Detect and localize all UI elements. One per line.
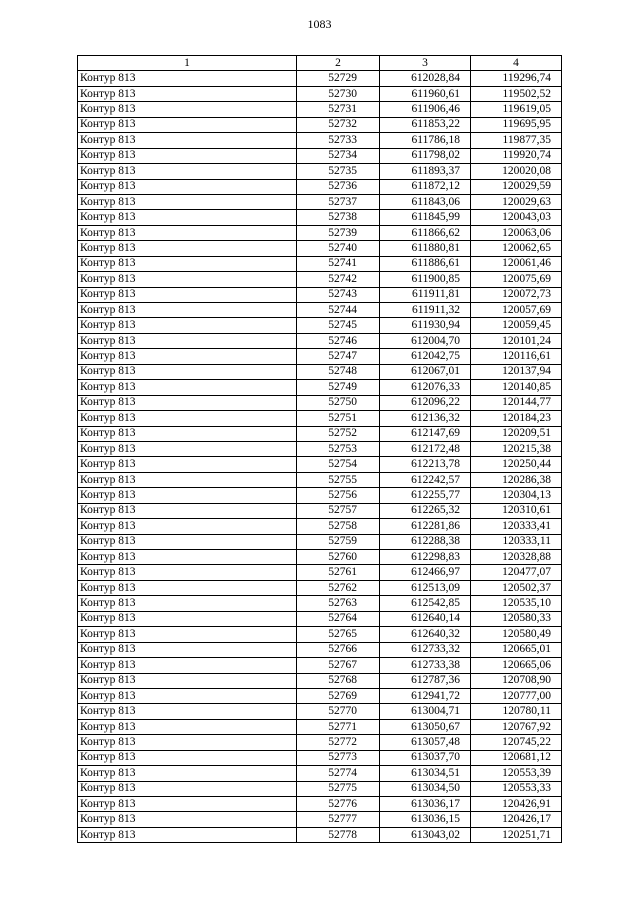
y-coordinate-cell: 120310,61 [471,503,562,518]
table-row [78,395,562,410]
point-number-cell: 52775 [297,781,380,796]
point-number-cell: 52734 [297,148,380,163]
point-number-cell: 52765 [297,627,380,642]
contour-name-cell: Контур 813 [78,766,297,781]
table-row [78,133,562,148]
table-row [78,488,562,503]
x-coordinate-cell: 613037,70 [380,750,471,765]
x-coordinate-cell: 612288,38 [380,534,471,549]
x-coordinate-cell: 613057,48 [380,735,471,750]
table-row [78,704,562,719]
y-coordinate-cell: 120426,91 [471,797,562,812]
point-number-cell: 52744 [297,303,380,318]
point-number-cell: 52740 [297,241,380,256]
x-coordinate-cell: 612147,69 [380,426,471,441]
contour-name-cell: Контур 813 [78,719,297,734]
x-coordinate-cell: 612213,78 [380,457,471,472]
point-number-cell: 52733 [297,133,380,148]
x-coordinate-cell: 612281,86 [380,519,471,534]
y-coordinate-cell: 120477,07 [471,565,562,580]
table-row [78,550,562,565]
point-number-cell: 52755 [297,472,380,487]
point-number-cell: 52753 [297,441,380,456]
point-number-cell: 52743 [297,287,380,302]
point-number-cell: 52748 [297,364,380,379]
x-coordinate-cell: 611930,94 [380,318,471,333]
point-number-cell: 52760 [297,550,380,565]
y-coordinate-cell: 120745,22 [471,735,562,750]
contour-name-cell: Контур 813 [78,411,297,426]
x-coordinate-cell: 612941,72 [380,688,471,703]
y-coordinate-cell: 120075,69 [471,272,562,287]
table-row [78,441,562,456]
contour-name-cell: Контур 813 [78,272,297,287]
x-coordinate-cell: 611880,81 [380,241,471,256]
y-coordinate-cell: 120426,17 [471,812,562,827]
x-coordinate-cell: 612466,97 [380,565,471,580]
table-row [78,287,562,302]
point-number-cell: 52746 [297,333,380,348]
x-coordinate-cell: 612265,32 [380,503,471,518]
point-number-cell: 52739 [297,225,380,240]
x-coordinate-cell: 611886,61 [380,256,471,271]
point-number-cell: 52738 [297,210,380,225]
x-coordinate-cell: 612042,75 [380,349,471,364]
point-number-cell: 52772 [297,735,380,750]
y-coordinate-cell: 120708,90 [471,673,562,688]
contour-name-cell: Контур 813 [78,750,297,765]
contour-name-cell: Контур 813 [78,102,297,117]
contour-name-cell: Контур 813 [78,457,297,472]
y-coordinate-cell: 120553,39 [471,766,562,781]
table-row [78,611,562,626]
contour-name-cell: Контур 813 [78,441,297,456]
y-coordinate-cell: 119296,74 [471,71,562,86]
contour-name-cell: Контур 813 [78,673,297,688]
y-coordinate-cell: 119877,35 [471,133,562,148]
x-coordinate-cell: 612733,32 [380,642,471,657]
x-coordinate-cell: 612242,57 [380,472,471,487]
x-coordinate-cell: 613034,50 [380,781,471,796]
point-number-cell: 52736 [297,179,380,194]
point-number-cell: 52751 [297,411,380,426]
table-header-row [78,56,562,71]
table-row [78,534,562,549]
y-coordinate-cell: 119502,52 [471,86,562,101]
y-coordinate-cell: 120072,73 [471,287,562,302]
y-coordinate-cell: 120580,33 [471,611,562,626]
table-row [78,797,562,812]
table-row [78,766,562,781]
point-number-cell: 52774 [297,766,380,781]
point-number-cell: 52737 [297,194,380,209]
table-row [78,673,562,688]
y-coordinate-cell: 120580,49 [471,627,562,642]
y-coordinate-cell: 120502,37 [471,580,562,595]
table-row [78,102,562,117]
x-coordinate-cell: 612513,09 [380,580,471,595]
x-coordinate-cell: 612255,77 [380,488,471,503]
table-row [78,148,562,163]
y-coordinate-cell: 119619,05 [471,102,562,117]
y-coordinate-cell: 120777,00 [471,688,562,703]
y-coordinate-cell: 120061,46 [471,256,562,271]
point-number-cell: 52741 [297,256,380,271]
x-coordinate-cell: 611911,81 [380,287,471,302]
contour-name-cell: Контур 813 [78,611,297,626]
x-coordinate-cell: 612028,84 [380,71,471,86]
contour-name-cell: Контур 813 [78,534,297,549]
contour-name-cell: Контур 813 [78,550,297,565]
y-coordinate-cell: 120333,11 [471,534,562,549]
contour-name-cell: Контур 813 [78,256,297,271]
table-row [78,318,562,333]
table-row [78,580,562,595]
table-row [78,380,562,395]
x-coordinate-cell: 612787,36 [380,673,471,688]
point-number-cell: 52735 [297,164,380,179]
table-row [78,71,562,86]
x-coordinate-cell: 611845,99 [380,210,471,225]
x-coordinate-cell: 611906,46 [380,102,471,117]
x-coordinate-cell: 612136,32 [380,411,471,426]
contour-name-cell: Контур 813 [78,225,297,240]
table-row [78,457,562,472]
contour-name-cell: Контур 813 [78,827,297,842]
table-row [78,627,562,642]
x-coordinate-cell: 611872,12 [380,179,471,194]
x-coordinate-cell: 612542,85 [380,596,471,611]
table-row [78,117,562,132]
table-row [78,565,562,580]
contour-name-cell: Контур 813 [78,519,297,534]
table-row [78,827,562,842]
y-coordinate-cell: 120780,11 [471,704,562,719]
y-coordinate-cell: 120116,61 [471,349,562,364]
column-header: 4 [471,56,562,71]
point-number-cell: 52749 [297,380,380,395]
table-row [78,426,562,441]
y-coordinate-cell: 120250,44 [471,457,562,472]
x-coordinate-cell: 613004,71 [380,704,471,719]
y-coordinate-cell: 120043,03 [471,210,562,225]
x-coordinate-cell: 611893,37 [380,164,471,179]
y-coordinate-cell: 120251,71 [471,827,562,842]
point-number-cell: 52754 [297,457,380,472]
y-coordinate-cell: 120063,06 [471,225,562,240]
point-number-cell: 52745 [297,318,380,333]
point-number-cell: 52732 [297,117,380,132]
point-number-cell: 52731 [297,102,380,117]
contour-name-cell: Контур 813 [78,364,297,379]
x-coordinate-cell: 613036,15 [380,812,471,827]
contour-name-cell: Контур 813 [78,812,297,827]
table-row [78,179,562,194]
contour-name-cell: Контур 813 [78,117,297,132]
x-coordinate-cell: 612096,22 [380,395,471,410]
table-row [78,164,562,179]
point-number-cell: 52766 [297,642,380,657]
table-row [78,781,562,796]
point-number-cell: 52768 [297,673,380,688]
contour-name-cell: Контур 813 [78,688,297,703]
x-coordinate-cell: 611866,62 [380,225,471,240]
y-coordinate-cell: 119695,95 [471,117,562,132]
table-row [78,272,562,287]
table-body [78,71,562,843]
contour-name-cell: Контур 813 [78,781,297,796]
x-coordinate-cell: 611853,22 [380,117,471,132]
contour-name-cell: Контур 813 [78,333,297,348]
contour-name-cell: Контур 813 [78,642,297,657]
point-number-cell: 52773 [297,750,380,765]
y-coordinate-cell: 120140,85 [471,380,562,395]
table-row [78,256,562,271]
point-number-cell: 52767 [297,658,380,673]
x-coordinate-cell: 611911,32 [380,303,471,318]
point-number-cell: 52778 [297,827,380,842]
y-coordinate-cell: 119920,74 [471,148,562,163]
x-coordinate-cell: 611786,18 [380,133,471,148]
table-row [78,750,562,765]
contour-name-cell: Контур 813 [78,179,297,194]
contour-name-cell: Контур 813 [78,565,297,580]
contour-name-cell: Контур 813 [78,797,297,812]
coordinates-table [77,55,562,843]
table-row [78,503,562,518]
y-coordinate-cell: 120215,38 [471,441,562,456]
table-row [78,719,562,734]
x-coordinate-cell: 611843,06 [380,194,471,209]
contour-name-cell: Контур 813 [78,395,297,410]
x-coordinate-cell: 611900,85 [380,272,471,287]
x-coordinate-cell: 611960,61 [380,86,471,101]
contour-name-cell: Контур 813 [78,488,297,503]
x-coordinate-cell: 611798,02 [380,148,471,163]
contour-name-cell: Контур 813 [78,86,297,101]
contour-name-cell: Контур 813 [78,133,297,148]
y-coordinate-cell: 120304,13 [471,488,562,503]
contour-name-cell: Контур 813 [78,303,297,318]
contour-name-cell: Контур 813 [78,596,297,611]
y-coordinate-cell: 120101,24 [471,333,562,348]
contour-name-cell: Контур 813 [78,148,297,163]
x-coordinate-cell: 613036,17 [380,797,471,812]
point-number-cell: 52762 [297,580,380,595]
contour-name-cell: Контур 813 [78,472,297,487]
table-row [78,210,562,225]
table-row [78,241,562,256]
x-coordinate-cell: 612733,38 [380,658,471,673]
point-number-cell: 52729 [297,71,380,86]
column-header: 3 [380,56,471,71]
contour-name-cell: Контур 813 [78,210,297,225]
y-coordinate-cell: 120020,08 [471,164,562,179]
y-coordinate-cell: 120057,69 [471,303,562,318]
table-row [78,735,562,750]
table-row [78,812,562,827]
point-number-cell: 52747 [297,349,380,364]
point-number-cell: 52758 [297,519,380,534]
page-number: 1083 [307,17,332,31]
table-row [78,86,562,101]
y-coordinate-cell: 120328,88 [471,550,562,565]
contour-name-cell: Контур 813 [78,71,297,86]
contour-name-cell: Контур 813 [78,658,297,673]
contour-name-cell: Контур 813 [78,194,297,209]
y-coordinate-cell: 120144,77 [471,395,562,410]
table-row [78,519,562,534]
table-row [78,333,562,348]
y-coordinate-cell: 120665,06 [471,658,562,673]
contour-name-cell: Контур 813 [78,287,297,302]
y-coordinate-cell: 120665,01 [471,642,562,657]
contour-name-cell: Контур 813 [78,704,297,719]
table-row [78,688,562,703]
x-coordinate-cell: 612172,48 [380,441,471,456]
x-coordinate-cell: 612640,32 [380,627,471,642]
contour-name-cell: Контур 813 [78,735,297,750]
table-row [78,194,562,209]
x-coordinate-cell: 612076,33 [380,380,471,395]
point-number-cell: 52769 [297,688,380,703]
y-coordinate-cell: 120029,63 [471,194,562,209]
y-coordinate-cell: 120553,33 [471,781,562,796]
contour-name-cell: Контур 813 [78,503,297,518]
point-number-cell: 52759 [297,534,380,549]
y-coordinate-cell: 120184,23 [471,411,562,426]
x-coordinate-cell: 612298,83 [380,550,471,565]
point-number-cell: 52771 [297,719,380,734]
x-coordinate-cell: 613050,67 [380,719,471,734]
column-header: 1 [78,56,297,71]
contour-name-cell: Контур 813 [78,426,297,441]
table-row [78,658,562,673]
y-coordinate-cell: 120137,94 [471,364,562,379]
point-number-cell: 52756 [297,488,380,503]
point-number-cell: 52742 [297,272,380,287]
contour-name-cell: Контур 813 [78,241,297,256]
point-number-cell: 52757 [297,503,380,518]
point-number-cell: 52761 [297,565,380,580]
point-number-cell: 52750 [297,395,380,410]
y-coordinate-cell: 120286,38 [471,472,562,487]
x-coordinate-cell: 613034,51 [380,766,471,781]
contour-name-cell: Контур 813 [78,318,297,333]
y-coordinate-cell: 120062,65 [471,241,562,256]
y-coordinate-cell: 120059,45 [471,318,562,333]
point-number-cell: 52752 [297,426,380,441]
y-coordinate-cell: 120767,92 [471,719,562,734]
point-number-cell: 52730 [297,86,380,101]
contour-name-cell: Контур 813 [78,627,297,642]
x-coordinate-cell: 612640,14 [380,611,471,626]
x-coordinate-cell: 613043,02 [380,827,471,842]
table-row [78,411,562,426]
table-row [78,225,562,240]
point-number-cell: 52776 [297,797,380,812]
contour-name-cell: Контур 813 [78,380,297,395]
table-row [78,364,562,379]
column-header: 2 [297,56,380,71]
y-coordinate-cell: 120029,59 [471,179,562,194]
x-coordinate-cell: 612067,01 [380,364,471,379]
table-row [78,472,562,487]
contour-name-cell: Контур 813 [78,580,297,595]
x-coordinate-cell: 612004,70 [380,333,471,348]
y-coordinate-cell: 120681,12 [471,750,562,765]
y-coordinate-cell: 120333,41 [471,519,562,534]
table-row [78,642,562,657]
point-number-cell: 52764 [297,611,380,626]
y-coordinate-cell: 120209,51 [471,426,562,441]
contour-name-cell: Контур 813 [78,164,297,179]
table-row [78,303,562,318]
point-number-cell: 52770 [297,704,380,719]
y-coordinate-cell: 120535,10 [471,596,562,611]
table-row [78,349,562,364]
point-number-cell: 52763 [297,596,380,611]
table-row [78,596,562,611]
point-number-cell: 52777 [297,812,380,827]
contour-name-cell: Контур 813 [78,349,297,364]
